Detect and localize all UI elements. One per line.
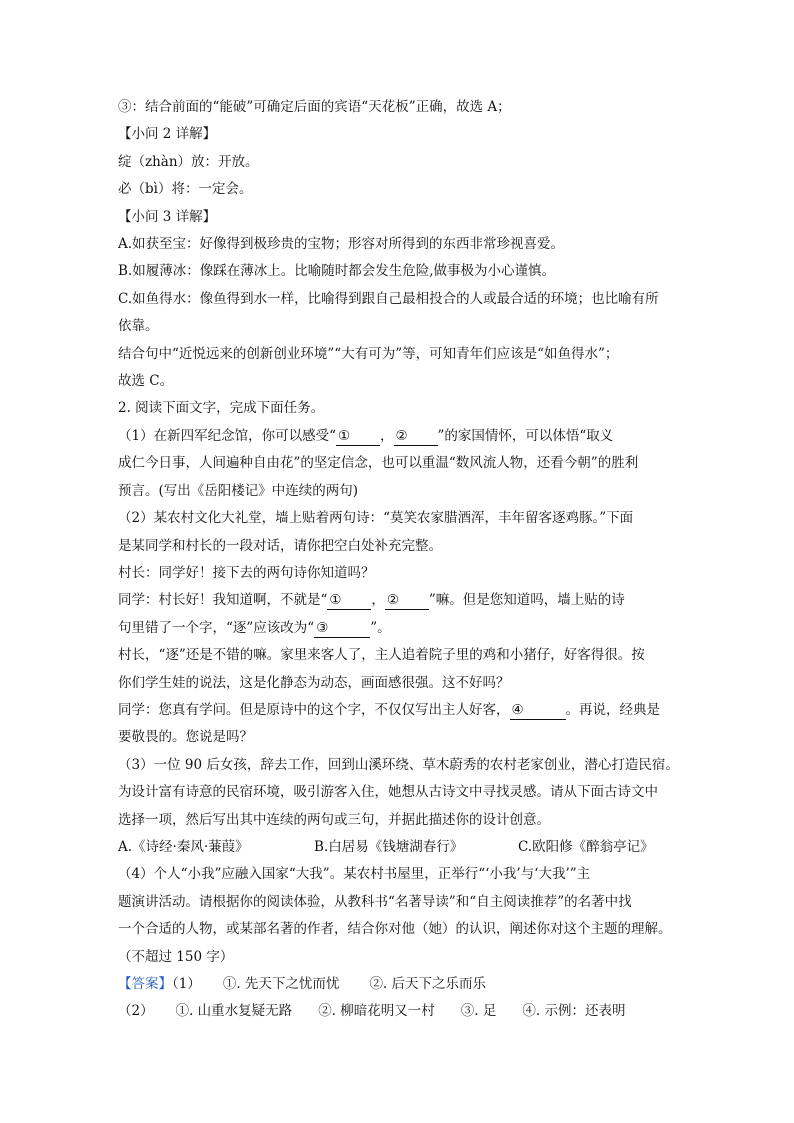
section-heading: 【小问 2 详解】 <box>118 126 217 143</box>
option-c: C.欧阳修《醉翁亭记》 <box>518 838 654 855</box>
fill-blank: ① <box>327 591 371 610</box>
text-line: 为设计富有诗意的民宿环境，吸引游客入住，她想从古诗文中寻找灵感。请从下面古诗文中 <box>118 784 658 801</box>
fill-blank: ② <box>394 427 438 446</box>
text-line: 故选 C。 <box>118 373 174 390</box>
document-page <box>118 94 690 1026</box>
text-segment: ”嘛。但是您知道吗，墙上贴的诗 <box>428 592 625 609</box>
option-a: A.《诗经·秦风·蒹葭》 <box>118 838 249 855</box>
text-line: ③：结合前面的“能破”可确定后面的宾语“天花板”正确，故选 A； <box>118 99 511 115</box>
fill-blank: ① <box>336 427 380 446</box>
text-segment: 。再说，经典是 <box>565 701 660 718</box>
answer-line <box>118 971 690 998</box>
option-b: B.白居易《钱塘湖春行》 <box>314 838 464 855</box>
text-line: 选择一项，然后写出其中连续的两句或三句，并据此描述你的设计创意。 <box>118 811 550 828</box>
answer-item: ①. 先天下之忧而忧 <box>222 976 340 992</box>
answer-part-number: （1） <box>172 976 201 992</box>
text-segment: 同学：村长好！我知道啊，不就是“ <box>118 592 328 609</box>
text-line: （3）一位 90 后女孩，辞去工作，回到山溪环绕、草木蔚秀的农村老家创业，潜心打造民宿。 <box>118 756 679 773</box>
text-line <box>118 615 690 642</box>
text-line <box>118 697 690 724</box>
text-line: 依靠。 <box>118 318 159 335</box>
answer-line <box>118 998 690 1025</box>
answer-item: ②. 柳暗花明又一村 <box>318 1003 435 1020</box>
answer-item: ③. 足 <box>460 1003 497 1020</box>
text-line: 成仁今日事，人间遍种自由花”的坚定信念，也可以重温“数风流人物，还看今朝”的胜利 <box>118 455 639 472</box>
section-heading: 【小问 3 详解】 <box>118 208 217 225</box>
text-line: 绽（zhàn）放：开放。 <box>118 153 259 170</box>
text-line: （不超过 150 字） <box>118 948 234 965</box>
text-line: 一个合适的人物，或某部名著的作者，结合你对他（她）的认识，阐述你对这个主题的理解。 <box>118 921 672 938</box>
question-title: 2. 阅读下面文字，完成下面任务。 <box>118 400 325 417</box>
text-segment: （1）在新四军纪念馆，你可以感受“ <box>118 427 336 444</box>
text-line: 是某同学和村长的一段对话，请你把空白处补充完整。 <box>118 537 442 554</box>
text-line: 村长，“逐”还是不错的嘛。家里来客人了，主人追着院子里的鸡和小猪仔，好客得很。按 <box>118 647 645 664</box>
text-line: （4）个人“小我”应融入国家“大我”。某农村书屋里，正举行“‘小我’与‘大我’”主 <box>118 866 591 883</box>
answer-item: ④. 示例：还表明 <box>522 1003 626 1020</box>
text-segment: 同学：您真有学问。但是原诗中的这个字，不仅仅写出主人好客， <box>118 701 510 718</box>
answer-item: ①. 山重水复疑无路 <box>175 1003 293 1020</box>
text-segment: ”。 <box>370 619 391 636</box>
text-line: 要敬畏的。您说是吗？ <box>118 729 253 746</box>
answer-part-number: （2） <box>118 1003 154 1020</box>
text-segment: ， <box>380 427 394 444</box>
text-segment: ， <box>371 592 385 609</box>
text-line: 结合句中“近悦远来的创新创业环境”“大有可为”等，可知青年们应该是“如鱼得水”； <box>118 345 619 362</box>
fill-blank: ④ <box>510 701 566 720</box>
answer-label: 【答案】 <box>118 976 172 992</box>
text-line: 必（bì）将：一定会。 <box>118 181 253 198</box>
text-line: C.如鱼得水：像鱼得到水一样，比喻得到跟自己最相投合的人或最合适的环境；也比喻有所 <box>118 290 659 307</box>
text-line: A.如获至宝：好像得到极珍贵的宝物；形容对所得到的东西非常珍视喜爱。 <box>118 236 565 253</box>
text-line: 预言。(写出《岳阳楼记》中连续的两句) <box>118 482 359 499</box>
text-segment: 句里错了一个字，“逐”应该改为“ <box>118 619 315 636</box>
fill-blank: ② <box>385 591 429 610</box>
text-line <box>118 587 690 614</box>
text-line: B.如履薄冰：像踩在薄冰上。比喻随时都会发生危险,做事极为小心谨慎。 <box>118 263 556 280</box>
text-line: （2）某农村文化大礼堂，墙上贴着两句诗：“莫笑农家腊酒浑，丰年留客逐鸡豚。”下面 <box>118 510 634 527</box>
options-row <box>118 834 690 861</box>
text-line: 你们学生娃的说法，这是化静态为动态，画面感很强。这不好吗？ <box>118 674 510 691</box>
fill-blank: ③ <box>314 619 370 638</box>
text-segment: ”的家国情怀，可以体悟“取义 <box>437 427 614 444</box>
text-line: 题演讲活动。请根据你的阅读体验，从教科书“名著导读”和“自主阅读推荐”的名著中找 <box>118 893 632 910</box>
answer-item: ②. 后天下之乐而乐 <box>369 976 487 992</box>
text-line <box>118 423 690 450</box>
text-line: 村长：同学好！接下去的两句诗你知道吗？ <box>118 564 375 581</box>
